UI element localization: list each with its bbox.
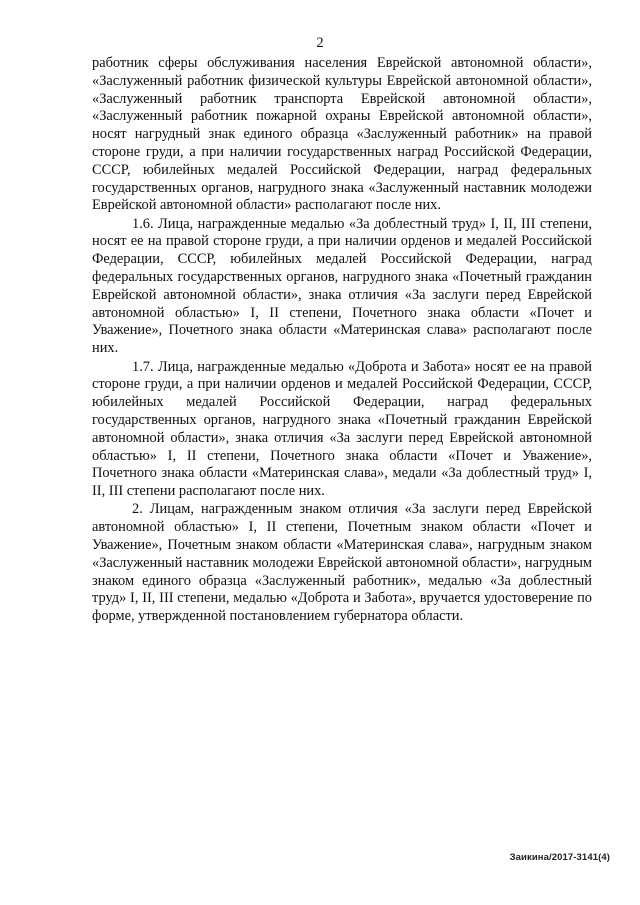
document-body [92,55,592,626]
document-registration-code: Заикина/2017-3141(4) [509,852,610,863]
paragraph-1-7: 1.7. Лица, награжденные медалью «Доброта и Забота» носят ее на правой стороне груди, а при наличии орденов и медалей Российской Федерации, СССР, юбилейных медалей Российской Федерации, наград федеральных государственных органов, нагрудного знака «Почетный гражданин Еврейской автономной области», знака отличия «За заслуги перед Еврейской автономной областью» I, II степени, Почетного знака области «Почет и Уважение», Почетного знака области «Материнская слава», медали «За доблестный труд» I, II, III степени располагают после них. [92,358,592,500]
paragraph-2: 2. Лицам, награжденным знаком отличия «За заслуги перед Еврейской автономной областью» I, II степени, Почетным знаком области «Почет и Уважение», Почетным знаком области «Материнская слава», нагрудным знаком «Заслуженный наставник молодежи Еврейской автономной области», нагрудным знаком единого образца «Заслуженный работник», медалью «За доблестный труд» I, II, III степени, медалью «Доброта и Забота», вручается удостоверение по форме, утвержденной постановлением губернатора области. [92,501,592,625]
paragraph-1-6: 1.6. Лица, награжденные медалью «За доблестный труд» I, II, III степени, носят ее на правой стороне груди, а при наличии орденов и медалей Российской Федерации, СССР, юбилейных медалей Российской Федерации, наград федеральных государственных органов, нагрудного знака «Почетный гражданин Еврейской автономной области», знака отличия «За заслуги перед Еврейской автономной областью» I, II степени, Почетного знака области «Почет и Уважение», Почетного знака области «Материнская слава» располагают после них. [92,215,592,357]
page-number: 2 [316,35,324,51]
paragraph-continuation: работник сферы обслуживания населения Еврейской автономной области», «Заслуженный работник физической культуры Еврейской автономной области», «Заслуженный работник транспорта Еврейской автономной области», «Заслуженный работник пожарной охраны Еврейской автономной области», носят нагрудный знак единого образца «Заслуженный работник» на правой стороне груди, а при наличии государственных наград Российской Федерации, СССР, юбилейных медалей Российской Федерации, наград федеральных государственных органов, нагрудного знака «Заслуженный наставник молодежи Еврейской автономной области» располагают после них. [92,55,592,214]
